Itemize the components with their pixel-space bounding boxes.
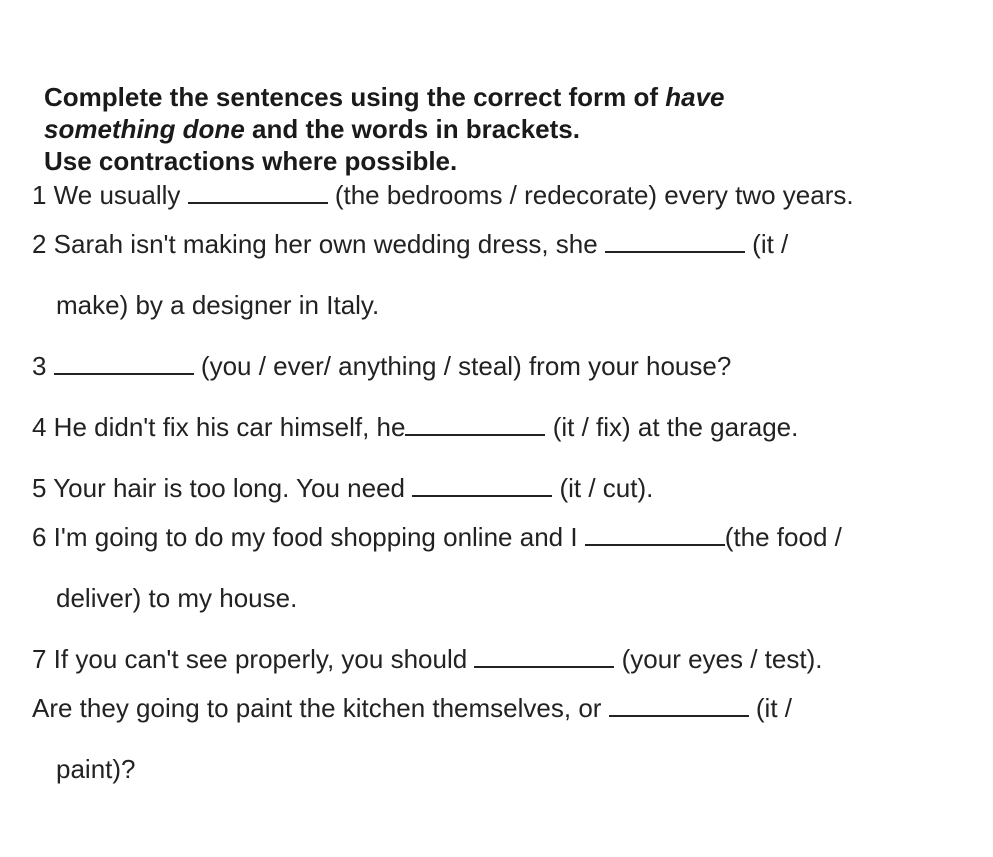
- instructions-text: Complete the sentences using the correct form of: [44, 82, 666, 112]
- instructions-line-2: [44, 113, 944, 145]
- sentence-text: 7 If you can't see properly, you should: [32, 644, 475, 674]
- sentence-4: [32, 412, 798, 442]
- sentence-6: [32, 522, 842, 552]
- sentence-2: [32, 229, 788, 259]
- sentence-hint: (it / cut).: [552, 473, 654, 503]
- instructions-line-1: [44, 81, 944, 113]
- instructions-italic-have: have: [665, 82, 725, 112]
- sentence-8: [32, 693, 792, 723]
- answer-blank-1[interactable]: [188, 181, 328, 204]
- sentence-text: 1 We usually: [32, 180, 188, 210]
- sentence-8-continuation: paint)?: [56, 754, 136, 784]
- sentence-3: [32, 351, 731, 381]
- answer-blank-7[interactable]: [474, 645, 614, 668]
- sentence-hint: (it / fix) at the garage.: [545, 412, 799, 442]
- sentence-1: [32, 180, 854, 210]
- instructions-text: and the words in brackets.: [244, 114, 580, 144]
- answer-blank-2[interactable]: [605, 230, 745, 253]
- sentence-text: 2 Sarah isn't making her own wedding dress, she: [32, 229, 605, 259]
- sentence-text: 4 He didn't fix his car himself, he: [32, 412, 406, 442]
- instructions: [44, 81, 944, 177]
- sentence-hint: (you / ever/ anything / steal) from your house?: [193, 351, 732, 381]
- answer-blank-8[interactable]: [609, 694, 749, 717]
- sentence-text: 3: [32, 351, 54, 381]
- answer-blank-5[interactable]: [412, 474, 552, 497]
- answer-blank-6[interactable]: [585, 523, 725, 546]
- sentence-hint: (your eyes / test).: [614, 644, 823, 674]
- sentence-6-continuation: deliver) to my house.: [56, 583, 298, 613]
- sentence-hint: (the food /: [724, 522, 842, 552]
- instructions-italic-something-done: something done: [44, 114, 245, 144]
- instructions-line-3: Use contractions where possible.: [44, 146, 458, 176]
- sentence-text: 5 Your hair is too long. You need: [32, 473, 413, 503]
- sentence-5: [32, 473, 653, 503]
- sentence-hint: (the bedrooms / redecorate) every two years.: [327, 180, 854, 210]
- sentence-hint: (it /: [744, 229, 789, 259]
- sentence-7: [32, 644, 822, 674]
- sentence-text: Are they going to paint the kitchen themselves, or: [32, 693, 609, 723]
- sentence-hint: (it /: [748, 693, 793, 723]
- answer-blank-3[interactable]: [54, 352, 194, 375]
- sentence-2-continuation: make) by a designer in Italy.: [56, 290, 380, 320]
- sentence-text: 6 I'm going to do my food shopping online and I: [32, 522, 585, 552]
- answer-blank-4[interactable]: [405, 413, 545, 436]
